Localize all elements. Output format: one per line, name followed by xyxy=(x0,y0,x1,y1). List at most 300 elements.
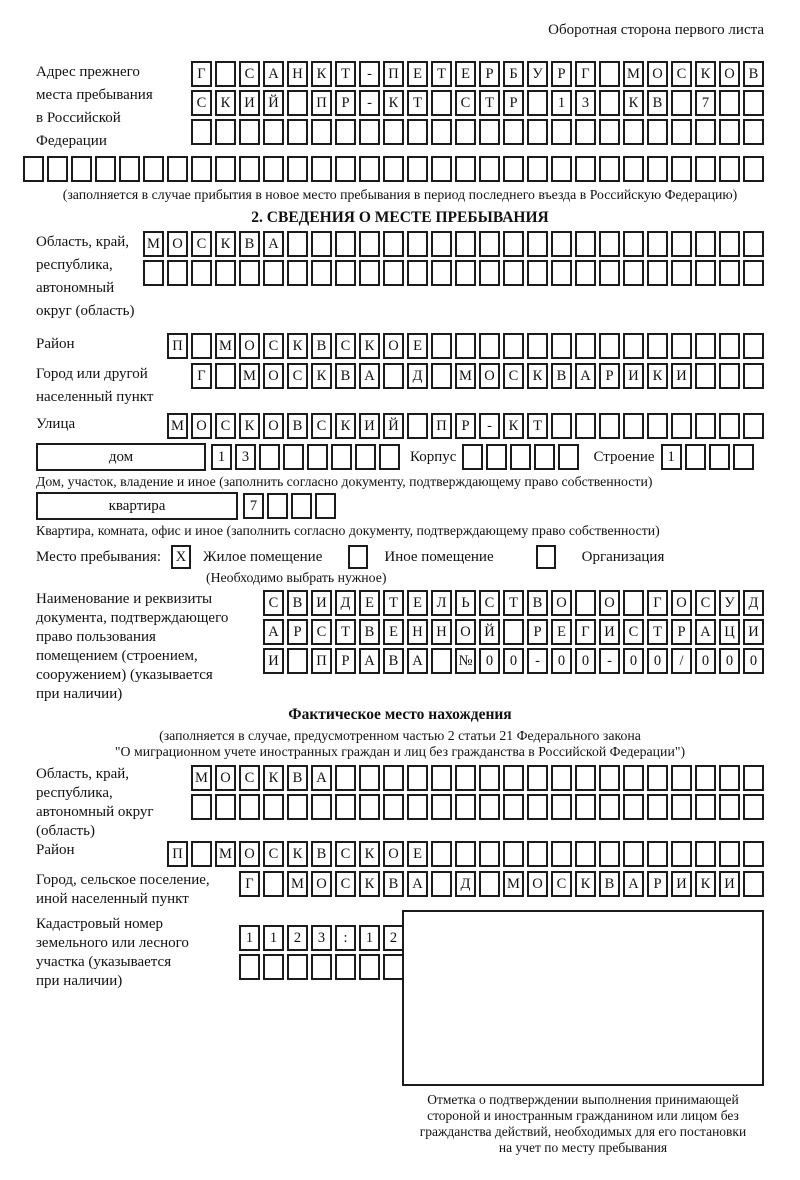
char-cell: П xyxy=(383,61,404,87)
char-cell xyxy=(431,648,452,674)
char-cell: В xyxy=(239,231,260,257)
city-label xyxy=(36,363,153,409)
char-cell: Р xyxy=(455,413,476,439)
district-label: Район xyxy=(36,336,75,352)
char-cell xyxy=(215,61,236,87)
char-cell: - xyxy=(479,413,500,439)
char-cell xyxy=(287,156,308,182)
region-grid xyxy=(143,231,764,286)
char-cell xyxy=(695,333,716,359)
char-cell xyxy=(623,231,644,257)
char-cell xyxy=(263,794,284,820)
label-line: документа, подтверждающего xyxy=(36,610,229,626)
char-cell: Н xyxy=(287,61,308,87)
street-row xyxy=(167,413,764,439)
char-cell: - xyxy=(359,61,380,87)
char-cell xyxy=(263,954,284,980)
char-cell: С xyxy=(335,871,356,897)
char-cell: Д xyxy=(743,590,764,616)
char-cell: 0 xyxy=(551,648,572,674)
char-cell: У xyxy=(719,590,740,616)
char-cell: Е xyxy=(407,61,428,87)
char-cell xyxy=(383,260,404,286)
actual-region-field xyxy=(36,765,764,841)
char-cell: О xyxy=(191,413,212,439)
char-cell xyxy=(311,794,332,820)
label-line: автономный округ xyxy=(36,804,154,820)
char-cell xyxy=(527,841,548,867)
char-cell xyxy=(671,90,692,116)
previous-address-row-1 xyxy=(191,61,764,87)
char-cell xyxy=(263,260,284,286)
char-cell xyxy=(335,156,356,182)
char-cell: Р xyxy=(479,61,500,87)
char-cell: О xyxy=(551,590,572,616)
korpus-label: Корпус xyxy=(410,448,457,465)
char-cell xyxy=(335,765,356,791)
char-cell xyxy=(503,119,524,145)
char-cell xyxy=(695,794,716,820)
char-cell xyxy=(527,260,548,286)
stay-type-note: (Необходимо выбрать нужное) xyxy=(206,570,387,585)
caption-line: стороной и иностранным гражданином или лицом без xyxy=(427,1108,739,1123)
stay-option-other-label: Иное помещение xyxy=(384,548,494,565)
char-cell xyxy=(287,260,308,286)
stay-option-other-checkbox xyxy=(348,545,368,569)
char-cell: А xyxy=(263,619,284,645)
char-cell xyxy=(359,156,380,182)
char-cell xyxy=(575,413,596,439)
char-cell: П xyxy=(311,648,332,674)
char-cell xyxy=(455,260,476,286)
char-cell xyxy=(623,765,644,791)
char-cell: 1 xyxy=(551,90,572,116)
char-cell xyxy=(527,231,548,257)
char-cell xyxy=(647,333,668,359)
char-cell: С xyxy=(287,363,308,389)
apartment-cells xyxy=(243,493,336,519)
char-cell xyxy=(599,794,620,820)
char-cell xyxy=(671,794,692,820)
char-cell: 0 xyxy=(719,648,740,674)
char-cell: М xyxy=(215,841,236,867)
char-cell: Й xyxy=(479,619,500,645)
char-cell: С xyxy=(239,765,260,791)
char-cell xyxy=(719,231,740,257)
char-cell: К xyxy=(647,363,668,389)
actual-location-title: Фактическое место нахождения xyxy=(288,706,512,723)
label-line: в Российской xyxy=(36,110,121,126)
char-cell xyxy=(551,413,572,439)
char-cell xyxy=(575,841,596,867)
document-row-1 xyxy=(263,590,764,616)
char-cell: Р xyxy=(287,619,308,645)
stay-type-row xyxy=(36,545,764,569)
char-cell: С xyxy=(551,871,572,897)
stay-option-organization-checkbox xyxy=(536,545,556,569)
region-row-1 xyxy=(143,231,764,257)
char-cell xyxy=(599,61,620,87)
char-cell: К xyxy=(695,871,716,897)
char-cell xyxy=(503,260,524,286)
char-cell: К xyxy=(335,413,356,439)
char-cell xyxy=(575,231,596,257)
char-cell: О xyxy=(239,333,260,359)
char-cell: К xyxy=(623,90,644,116)
char-cell xyxy=(119,156,140,182)
char-cell xyxy=(239,156,260,182)
char-cell: А xyxy=(311,765,332,791)
char-cell xyxy=(719,765,740,791)
label-line: право пользования xyxy=(36,629,156,645)
char-cell xyxy=(335,794,356,820)
char-cell: О xyxy=(647,61,668,87)
char-cell xyxy=(647,156,668,182)
char-cell xyxy=(455,119,476,145)
char-cell: Р xyxy=(671,619,692,645)
char-cell: В xyxy=(359,619,380,645)
char-cell: И xyxy=(671,871,692,897)
char-cell xyxy=(383,119,404,145)
char-cell xyxy=(407,156,428,182)
char-cell xyxy=(719,90,740,116)
char-cell: О xyxy=(215,765,236,791)
char-cell xyxy=(647,119,668,145)
char-cell: С xyxy=(191,231,212,257)
char-cell xyxy=(575,794,596,820)
char-cell xyxy=(359,260,380,286)
char-cell: В xyxy=(311,841,332,867)
char-cell xyxy=(551,765,572,791)
label-line: республика, xyxy=(36,785,113,801)
char-cell xyxy=(239,260,260,286)
char-cell xyxy=(503,333,524,359)
char-cell: К xyxy=(239,413,260,439)
char-cell: Д xyxy=(407,363,428,389)
char-cell: А xyxy=(359,648,380,674)
char-cell: М xyxy=(623,61,644,87)
char-cell: 3 xyxy=(235,444,256,470)
actual-region-label xyxy=(36,765,154,841)
char-cell xyxy=(431,841,452,867)
char-cell: 1 xyxy=(211,444,232,470)
house-box: дом xyxy=(36,443,206,471)
char-cell: Г xyxy=(191,363,212,389)
char-cell xyxy=(215,119,236,145)
char-cell xyxy=(267,493,288,519)
char-cell xyxy=(311,231,332,257)
char-cell: А xyxy=(623,871,644,897)
char-cell: С xyxy=(503,363,524,389)
char-cell xyxy=(379,444,400,470)
char-cell xyxy=(743,119,764,145)
char-cell: И xyxy=(263,648,284,674)
char-cell xyxy=(623,333,644,359)
char-cell: О xyxy=(671,590,692,616)
char-cell xyxy=(431,119,452,145)
city-row xyxy=(191,363,764,389)
char-cell: 3 xyxy=(575,90,596,116)
char-cell: В xyxy=(311,333,332,359)
char-cell: Е xyxy=(407,590,428,616)
char-cell xyxy=(455,231,476,257)
label-line: (область) xyxy=(36,823,95,839)
char-cell: 1 xyxy=(263,925,284,951)
char-cell xyxy=(709,444,730,470)
char-cell xyxy=(575,119,596,145)
district-row xyxy=(167,333,764,359)
char-cell: Р xyxy=(551,61,572,87)
char-cell: Е xyxy=(407,841,428,867)
char-cell: Р xyxy=(527,619,548,645)
char-cell: А xyxy=(359,363,380,389)
previous-address-note: (заполняется в случае прибытия в новое место пребывания в период последнего въезда в Российскую Федерацию) xyxy=(62,187,738,202)
actual-city-field xyxy=(36,871,764,909)
apartment-box: квартира xyxy=(36,492,238,520)
char-cell xyxy=(479,119,500,145)
char-cell xyxy=(743,156,764,182)
char-cell xyxy=(503,619,524,645)
char-cell xyxy=(479,841,500,867)
char-cell xyxy=(315,493,336,519)
char-cell: В xyxy=(743,61,764,87)
char-cell: С xyxy=(623,619,644,645)
char-cell xyxy=(575,333,596,359)
char-cell xyxy=(719,363,740,389)
street-grid xyxy=(167,413,764,439)
char-cell: О xyxy=(263,363,284,389)
char-cell: С xyxy=(335,333,356,359)
char-cell: В xyxy=(287,413,308,439)
char-cell xyxy=(510,444,531,470)
document-row-2 xyxy=(263,619,764,645)
char-cell: Н xyxy=(407,619,428,645)
char-cell xyxy=(671,841,692,867)
label-line: республика, xyxy=(36,257,113,273)
char-cell xyxy=(671,156,692,182)
char-cell xyxy=(623,841,644,867)
actual-district-row xyxy=(167,841,764,867)
char-cell xyxy=(307,444,328,470)
char-cell xyxy=(647,260,668,286)
char-cell xyxy=(291,493,312,519)
label-line: иной населенный пункт xyxy=(36,891,189,907)
previous-address-row-2 xyxy=(191,90,764,116)
char-cell xyxy=(599,231,620,257)
char-cell: Г xyxy=(647,590,668,616)
house-row xyxy=(36,443,764,471)
char-cell: И xyxy=(719,871,740,897)
document-field xyxy=(36,590,764,704)
char-cell: О xyxy=(479,363,500,389)
char-cell xyxy=(743,841,764,867)
char-cell xyxy=(743,413,764,439)
previous-address-label xyxy=(36,61,153,153)
char-cell: А xyxy=(695,619,716,645)
char-cell: М xyxy=(215,333,236,359)
char-cell xyxy=(647,841,668,867)
char-cell: - xyxy=(599,648,620,674)
char-cell: О xyxy=(311,871,332,897)
char-cell: Г xyxy=(575,61,596,87)
char-cell xyxy=(431,871,452,897)
char-cell: С xyxy=(335,841,356,867)
char-cell: 0 xyxy=(647,648,668,674)
char-cell xyxy=(335,954,356,980)
char-cell xyxy=(455,841,476,867)
char-cell xyxy=(719,413,740,439)
char-cell xyxy=(575,590,596,616)
char-cell xyxy=(503,765,524,791)
char-cell: Т xyxy=(335,619,356,645)
char-cell: П xyxy=(311,90,332,116)
char-cell: О xyxy=(383,333,404,359)
char-cell: 1 xyxy=(239,925,260,951)
char-cell xyxy=(263,119,284,145)
char-cell: : xyxy=(335,925,356,951)
char-cell: 0 xyxy=(575,648,596,674)
char-cell xyxy=(335,260,356,286)
char-cell: 2 xyxy=(287,925,308,951)
char-cell xyxy=(527,333,548,359)
char-cell xyxy=(671,333,692,359)
char-cell: М xyxy=(287,871,308,897)
char-cell: 0 xyxy=(743,648,764,674)
char-cell: Г xyxy=(575,619,596,645)
char-cell xyxy=(431,156,452,182)
char-cell xyxy=(623,260,644,286)
char-cell: И xyxy=(239,90,260,116)
apartment-note: Квартира, комната, офис и иное (заполнить согласно документу, подтверждающему право собственности) xyxy=(36,523,660,538)
char-cell xyxy=(551,333,572,359)
char-cell xyxy=(359,231,380,257)
previous-address-grid xyxy=(191,61,764,145)
char-cell: Р xyxy=(335,90,356,116)
char-cell: П xyxy=(431,413,452,439)
char-cell: О xyxy=(455,619,476,645)
char-cell: 0 xyxy=(479,648,500,674)
char-cell xyxy=(407,794,428,820)
char-cell xyxy=(283,444,304,470)
char-cell xyxy=(479,231,500,257)
char-cell xyxy=(534,444,555,470)
char-cell xyxy=(239,794,260,820)
char-cell: О xyxy=(599,590,620,616)
char-cell xyxy=(431,363,452,389)
char-cell: П xyxy=(167,841,188,867)
char-cell xyxy=(215,363,236,389)
confirmation-stamp-area xyxy=(402,910,764,1156)
char-cell xyxy=(167,156,188,182)
char-cell: В xyxy=(647,90,668,116)
char-cell: К xyxy=(311,363,332,389)
char-cell xyxy=(671,260,692,286)
char-cell xyxy=(191,794,212,820)
char-cell xyxy=(743,333,764,359)
char-cell xyxy=(355,444,376,470)
char-cell xyxy=(407,413,428,439)
char-cell: Р xyxy=(599,363,620,389)
char-cell xyxy=(479,156,500,182)
char-cell xyxy=(647,231,668,257)
label-line: при наличии) xyxy=(36,973,123,989)
caption-line: гражданства действий, необходимых для его постановки xyxy=(419,1124,747,1139)
city-field xyxy=(36,363,764,409)
char-cell: 0 xyxy=(503,648,524,674)
stay-type-label: Место пребывания: xyxy=(36,548,161,565)
char-cell: С xyxy=(263,841,284,867)
char-cell: А xyxy=(263,61,284,87)
char-cell: О xyxy=(719,61,740,87)
char-cell: В xyxy=(599,871,620,897)
actual-district-field xyxy=(36,841,764,867)
district-field xyxy=(36,333,764,359)
char-cell xyxy=(335,231,356,257)
region-label xyxy=(36,231,134,323)
char-cell xyxy=(263,871,284,897)
char-cell xyxy=(259,444,280,470)
char-cell xyxy=(455,765,476,791)
label-line: сооружением) (указывается xyxy=(36,667,213,683)
char-cell: К xyxy=(215,231,236,257)
char-cell xyxy=(359,765,380,791)
stay-option-residential-checkbox: X xyxy=(171,545,191,569)
label-line: Область, край, xyxy=(36,234,130,250)
char-cell xyxy=(359,794,380,820)
street-label: Улица xyxy=(36,416,76,432)
char-cell: С xyxy=(695,590,716,616)
char-cell xyxy=(359,119,380,145)
char-cell xyxy=(719,260,740,286)
char-cell xyxy=(671,765,692,791)
char-cell xyxy=(431,231,452,257)
label-line: Город, сельское поселение, xyxy=(36,872,210,888)
korpus-cells xyxy=(462,444,579,470)
char-cell: О xyxy=(263,413,284,439)
char-cell xyxy=(287,794,308,820)
char-cell xyxy=(575,260,596,286)
char-cell xyxy=(479,765,500,791)
char-cell xyxy=(431,90,452,116)
char-cell xyxy=(143,156,164,182)
char-cell: К xyxy=(287,333,308,359)
stay-option-organization-label: Организация xyxy=(581,548,665,565)
char-cell xyxy=(95,156,116,182)
char-cell xyxy=(551,119,572,145)
label-line: автономный xyxy=(36,280,115,296)
char-cell xyxy=(558,444,579,470)
previous-address-row-4 xyxy=(23,156,764,182)
char-cell xyxy=(239,954,260,980)
char-cell: В xyxy=(335,363,356,389)
char-cell: Е xyxy=(383,619,404,645)
char-cell: Е xyxy=(455,61,476,87)
char-cell xyxy=(407,231,428,257)
char-cell xyxy=(743,231,764,257)
char-cell xyxy=(743,765,764,791)
char-cell: К xyxy=(359,333,380,359)
char-cell xyxy=(623,590,644,616)
char-cell: А xyxy=(575,363,596,389)
char-cell xyxy=(695,363,716,389)
char-cell: Т xyxy=(527,413,548,439)
char-cell xyxy=(695,231,716,257)
char-cell: О xyxy=(527,871,548,897)
document-grid xyxy=(263,590,764,674)
char-cell xyxy=(695,765,716,791)
char-cell xyxy=(647,765,668,791)
char-cell: И xyxy=(671,363,692,389)
